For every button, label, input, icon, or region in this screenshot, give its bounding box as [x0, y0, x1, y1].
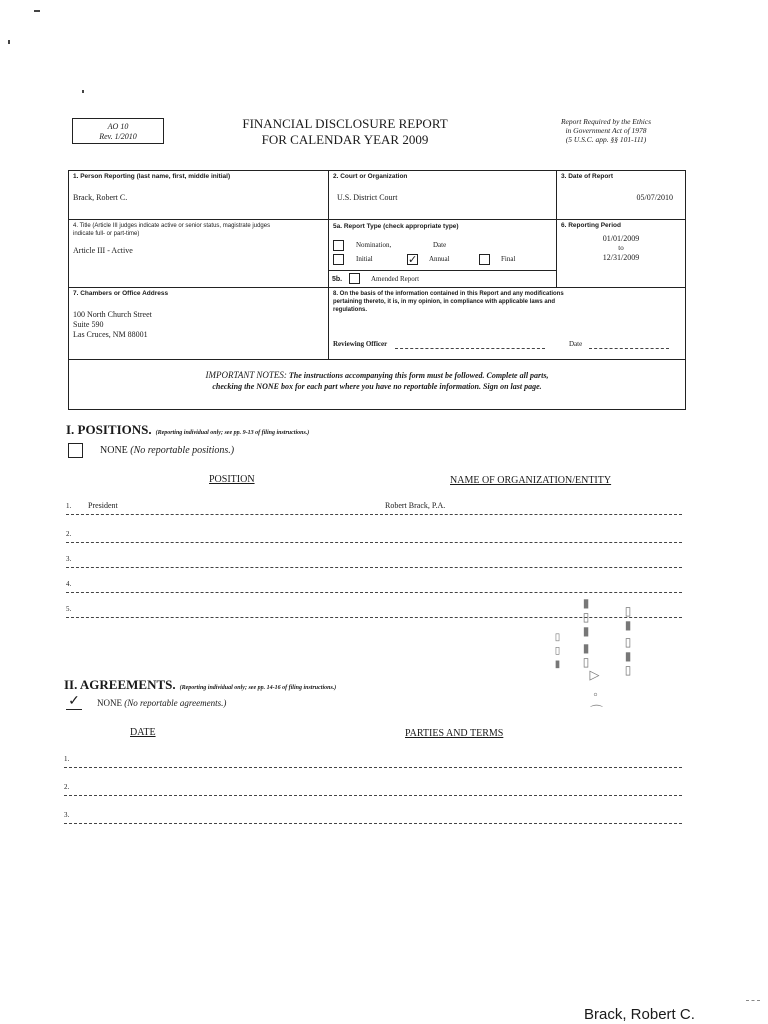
reviewing-officer-label: Reviewing Officer — [333, 340, 388, 348]
reviewing-officer-line[interactable] — [395, 348, 545, 349]
form-revision: Rev. 1/2010 — [99, 132, 137, 141]
person-reporting-label: 1. Person Reporting (last name, first, middle initial) — [73, 173, 231, 180]
row-number: 2. — [66, 530, 72, 538]
positions-none-label: NONE — [100, 445, 128, 456]
row-rule — [66, 542, 682, 543]
row-number: 3. — [64, 811, 70, 819]
person-reporting-value: Brack, Robert C. — [73, 193, 128, 202]
statute-line: Report Required by the Ethics — [560, 117, 652, 126]
positions-none-note: (No reportable positions.) — [130, 445, 235, 456]
report-info-table — [68, 170, 686, 410]
chambers-cell — [69, 287, 328, 359]
statute-line: in Government Act of 1978 — [565, 126, 647, 135]
title-cell — [69, 219, 328, 287]
scan-mark — [82, 90, 84, 93]
court-value: U.S. District Court — [337, 193, 398, 202]
row-rule — [64, 823, 682, 824]
period-to: 12/31/2009 — [602, 253, 640, 262]
parties-column-header: PARTIES AND TERMS — [405, 728, 504, 739]
address-line: 100 North Church Street — [73, 310, 152, 319]
agreements-none-note: (No reportable agreements.) — [124, 698, 227, 708]
row-number: 1. — [66, 502, 72, 510]
row-number: 4. — [66, 580, 72, 588]
organization-value: Robert Brack, P.A. — [385, 501, 446, 510]
address-line: Suite 590 — [73, 320, 104, 329]
positions-none — [100, 445, 234, 456]
report-title — [200, 116, 490, 148]
initial-checkbox[interactable] — [333, 254, 344, 265]
positions-none-checkbox[interactable] — [68, 443, 83, 458]
row-number: 5. — [66, 605, 72, 613]
final-label: Final — [501, 255, 516, 263]
received-stamp: ▷ ◦ ⌒ — [588, 668, 603, 718]
review-date-line[interactable] — [589, 348, 669, 349]
review-date-label: Date — [569, 340, 583, 348]
period-to-word: to — [618, 244, 624, 252]
agreements-section-heading — [64, 676, 336, 694]
statute-line: (5 U.S.C. app. §§ 101-111) — [565, 135, 647, 144]
row-number: 3. — [66, 555, 72, 563]
organization-column-header: NAME OF ORGANIZATION/ENTITY — [450, 475, 612, 486]
report-type-label: 5a. Report Type (check appropriate type) — [333, 223, 459, 230]
amended-number: 5b. — [332, 276, 343, 283]
reporting-period-cell — [556, 219, 685, 287]
row-rule — [66, 567, 682, 568]
row-rule — [66, 514, 682, 515]
annual-label: Annual — [429, 255, 450, 263]
check-mark-icon: ✓ — [68, 694, 80, 709]
certification-text: 8. On the basis of the information contained in this Report and any modifications pertaining thereto, it is, in my opinion, in compliance with applicable laws and regulations. — [333, 291, 564, 313]
initial-label: Initial — [356, 255, 373, 263]
row-number: 1. — [64, 755, 70, 763]
row-number: 2. — [64, 783, 70, 791]
positions-note: (Reporting individual only; see pp. 9-13 of filing instructions.) — [155, 430, 310, 436]
date-column-header: DATE — [130, 727, 156, 738]
date-of-report-cell — [556, 171, 685, 219]
court-cell — [328, 171, 556, 219]
nomination-checkbox[interactable] — [333, 240, 344, 251]
position-value: President — [88, 501, 118, 510]
report-title-line2: FOR CALENDAR YEAR 2009 — [261, 132, 429, 147]
scan-mark — [8, 40, 10, 44]
agreements-none-checkbox[interactable] — [66, 695, 82, 710]
notes-text: The instructions accompanying this form must be followed. Complete all parts, — [286, 371, 549, 380]
reporting-period-label: 6. Reporting Period — [561, 222, 621, 229]
certification-cell — [328, 287, 685, 359]
amended-checkbox[interactable] — [349, 273, 360, 284]
nomination-label: Nomination, — [356, 241, 392, 249]
person-reporting-cell — [69, 171, 328, 219]
title-label: 4. Title (Article III judges indicate active or senior status, magistrate judges indicate full- or part-time) — [73, 223, 271, 237]
positions-title: I. POSITIONS. — [66, 422, 152, 437]
agreements-title: II. AGREEMENTS. — [64, 677, 176, 692]
annual-checkbox[interactable] — [407, 254, 418, 265]
form-id: AO 10 — [107, 122, 129, 131]
report-type-cell — [328, 219, 556, 287]
amended-label: Amended Report — [371, 275, 420, 283]
footer-reporter-name: Brack, Robert C. — [584, 1006, 695, 1023]
statute-note — [536, 117, 676, 144]
chambers-label: 7. Chambers or Office Address — [73, 290, 169, 297]
nomination-date-label: Date — [433, 241, 447, 249]
received-stamp: ▮▯▮ ▮▯ — [579, 596, 593, 669]
period-from: 01/01/2009 — [602, 234, 640, 243]
positions-section-heading — [66, 421, 309, 439]
scan-mark — [34, 10, 40, 12]
received-stamp: ▯ ▯ ▮ — [552, 632, 563, 670]
court-label: 2. Court or Organization — [333, 173, 408, 180]
agreements-note: (Reporting individual only; see pp. 14-16 of filing instructions.) — [179, 685, 337, 691]
address-line: Las Cruces, NM 88001 — [73, 330, 148, 339]
row-rule — [66, 592, 682, 593]
divider — [329, 270, 556, 271]
notes-text: checking the NONE box for each part where you have no reportable information. Sign on last page. — [212, 382, 542, 391]
row-rule — [64, 767, 682, 768]
row-rule — [64, 795, 682, 796]
report-title-line1: FINANCIAL DISCLOSURE REPORT — [242, 116, 448, 131]
scan-mark — [746, 1000, 760, 1001]
check-mark-icon: ✓ — [408, 254, 418, 266]
form-id-box — [72, 118, 164, 144]
notes-heading: IMPORTANT NOTES: — [205, 370, 287, 380]
position-column-header: POSITION — [209, 474, 255, 485]
agreements-none — [97, 698, 226, 708]
important-notes — [69, 359, 685, 409]
date-of-report-value: 05/07/2010 — [636, 193, 673, 202]
title-value: Article III - Active — [73, 246, 133, 255]
final-checkbox[interactable] — [479, 254, 490, 265]
agreements-none-label: NONE — [97, 698, 122, 708]
date-of-report-label: 3. Date of Report — [561, 173, 614, 180]
received-stamp: ▯▮ ▯▮▯ — [621, 604, 635, 677]
